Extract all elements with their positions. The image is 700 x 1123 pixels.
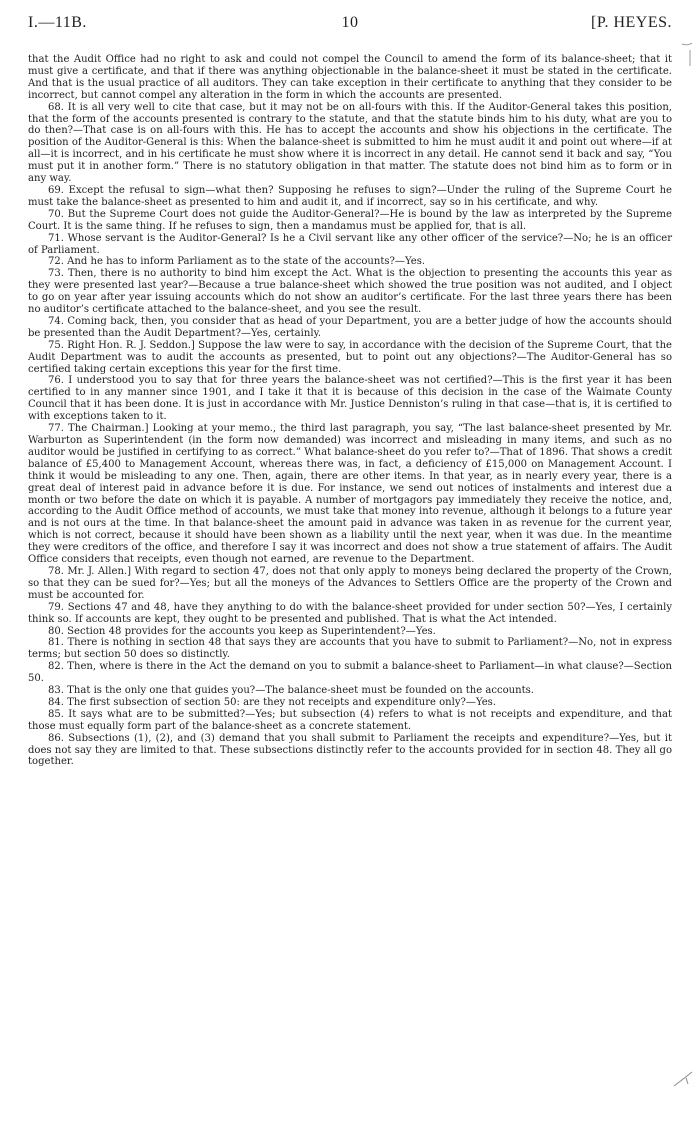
paragraph-q83: 83. That is the only one that guides you?—The balance-sheet must be founded on the accounts.: [48, 685, 535, 697]
paragraph-q84: 84. The first subsection of section 50: are they not receipts and expenditure only?—Yes.: [48, 696, 497, 708]
header-page-number: 10: [341, 14, 359, 31]
scan-mark-top-right: [680, 40, 696, 70]
document-page: [28, 14, 672, 768]
paragraph-q71: 71. Whose servant is the Auditor-General? Is he a Civil servant like any other officer of the service?—No; he is an officer of Parliament.: [28, 232, 672, 256]
paragraph-q81: 81. There is nothing in section 48 that says they are accounts that you have to submit to Parliament?—No, not in express terms; but section 50 does so distinctly.: [28, 637, 672, 661]
header-witness-name: [P. HEYES.: [590, 14, 672, 31]
paragraph-q70: 70. But the Supreme Court does not guide the Auditor-General?—He is bound by the law as interpreted by the Supreme Court. It is the same thing. If he refuses to sign, then a mandamus must be applied for, that is all.: [28, 208, 672, 232]
paragraph-q82: 82. Then, where is there in the Act the demand on you to submit a balance-sheet to Parliament—in what clause?—Section 50.: [28, 661, 672, 685]
paragraph-q86: 86. Subsections (1), (2), and (3) demand that you shall submit to Parliament the receipts and expenditure?—Yes, but it does not say they are limited to that. These subsections distinctly refer to the accounts provided for in section 48. They all go together.: [28, 732, 672, 768]
paragraph-continued: that the Audit Office had no right to ask and could not compel the Council to amend the form of its balance-sheet; that it must give a certificate, and that if there was anything objectionable in the balance-sheet it must be stated in the certificate. And that is the usual practice of all auditors. They can take exception in their certificate to anything that they consider to be incorrect, but cannot compel any alteration in the form in which the accounts are presented.: [28, 54, 672, 101]
paragraph-q76: 76. I understood you to say that for three years the balance-sheet was not certified?—This is the first year it has been certified to in any manner since 1901, and I take it that it is because of this decision in the case of the Waimate County Council that it has been done. It is just in accordance with Mr. Justice Denniston’s ruling in that case—that is, it is certified to with exceptions taken to it.: [28, 375, 672, 423]
paragraph-q75: 75. Right Hon. R. J. Seddon.] Suppose the law were to say, in accordance with the decision of the Supreme Court, that the Audit Department was to audit the accounts as presented, but to point out any objections?—The Auditor-General has so certified taking certain exceptions this year for the first time.: [28, 339, 672, 375]
paragraph-q68: 68. It is all very well to cite that case, but it may not be on all-fours with this. If the Auditor-General takes this position, that the form of the accounts presented is contrary to the statute, and that the statute binds him to his duty, what are you to do then?—That case is on all-fours with this. He has to accept the accounts and show his objections in the certificate. The position of the Auditor-General is this: When the balance-sheet is submitted to him he must audit it and point out where—if at all—it is incorrect, and in his certificate he must show where it is incorrect in any detail. He cannot send it back and say, “You must put it in another form.” There is no statutory obligation in that matter. The statute does not bind him as to form or in any way.: [28, 101, 672, 185]
paragraph-q73: 73. Then, there is no authority to bind him except the Act. What is the objection to presenting the accounts this year as they were presented last year?—Because a true balance-sheet which showed the true position was not audited, and I object to go on year after year issuing accounts which do not show an auditor’s certificate. For the last three years there has been no auditor’s certificate attached to the balance-sheet, and you see the result.: [28, 268, 672, 316]
paragraph-q85: 85. It says what are to be submitted?—Yes; but subsection (4) refers to what is not receipts and expenditure, and that those must equally form part of the balance-sheet as a concrete statement.: [28, 708, 672, 732]
paragraph-q79: 79. Sections 47 and 48, have they anything to do with the balance-sheet provided for under section 50?—Yes, I certainly think so. If accounts are kept, they ought to be presented and published. That is what the Act intended.: [28, 601, 672, 625]
paragraph-q77: 77. The Chairman.] Looking at your memo., the third last paragraph, you say, “The last balance-sheet presented by Mr. Warburton as Superintendent (in the form now demanded) was incorrect and misleading in many items, and such as no auditor would be justified in certifying to as correct.” What balance-sheet do you refer to?—That of 1896. That shows a credit balance of £5,400 to Management Account, whereas there was, in fact, a deficiency of £15,000 on Management Account. I think it would be misleading to any one. Then, again, there are other items. In that year, as in nearly every year, there is a great deal of interest paid in advance before it is due. For instance, we send out notices of instalments and interest due a month or two before the date on which it is payable. A number of mortgagors pay immediately they receive the notice, and, according to the Audit Office method of accounts, we must take that money into revenue, although it belongs to a future year and is not ours at the time. In that balance-sheet the amount paid in advance was taken in as revenue for the current year, which is not correct, because it should have been shown as a liability until the next year, when it was due. In the meantime they were creditors of the office, and therefore I say it was incorrect and does not show a true statement of affairs. The Audit Office considers that receipts, even though not earned, are revenue to the Department.: [28, 423, 672, 566]
document-body: [28, 54, 672, 768]
paragraph-q72: 72. And he has to inform Parliament as to the state of the accounts?—Yes.: [48, 256, 426, 268]
paragraph-q69: 69. Except the refusal to sign—what then? Supposing he refuses to sign?—Under the ruling of the Supreme Court he must take the balance-sheet as presented to him and audit it, and if incorrect, say so in his certificate, and why.: [28, 184, 672, 208]
page-header: [28, 14, 672, 44]
paragraph-q74: 74. Coming back, then, you consider that as head of your Department, you are a better judge of how the accounts should be presented than the Audit Department?—Yes, certainly.: [28, 315, 672, 339]
paragraph-q80: 80. Section 48 provides for the accounts you keep as Superintendent?—Yes.: [48, 625, 436, 637]
paragraph-q78: 78. Mr. J. Allen.] With regard to section 47, does not that only apply to moneys being declared the property of the Crown, so that they can be sued for?—Yes; but all the moneys of the Advances to Settlers Office are the property of the Crown and must be accounted for.: [28, 565, 672, 601]
scan-mark-bottom-right: [672, 1068, 696, 1090]
header-paper-ref: I.—11B.: [28, 14, 87, 31]
